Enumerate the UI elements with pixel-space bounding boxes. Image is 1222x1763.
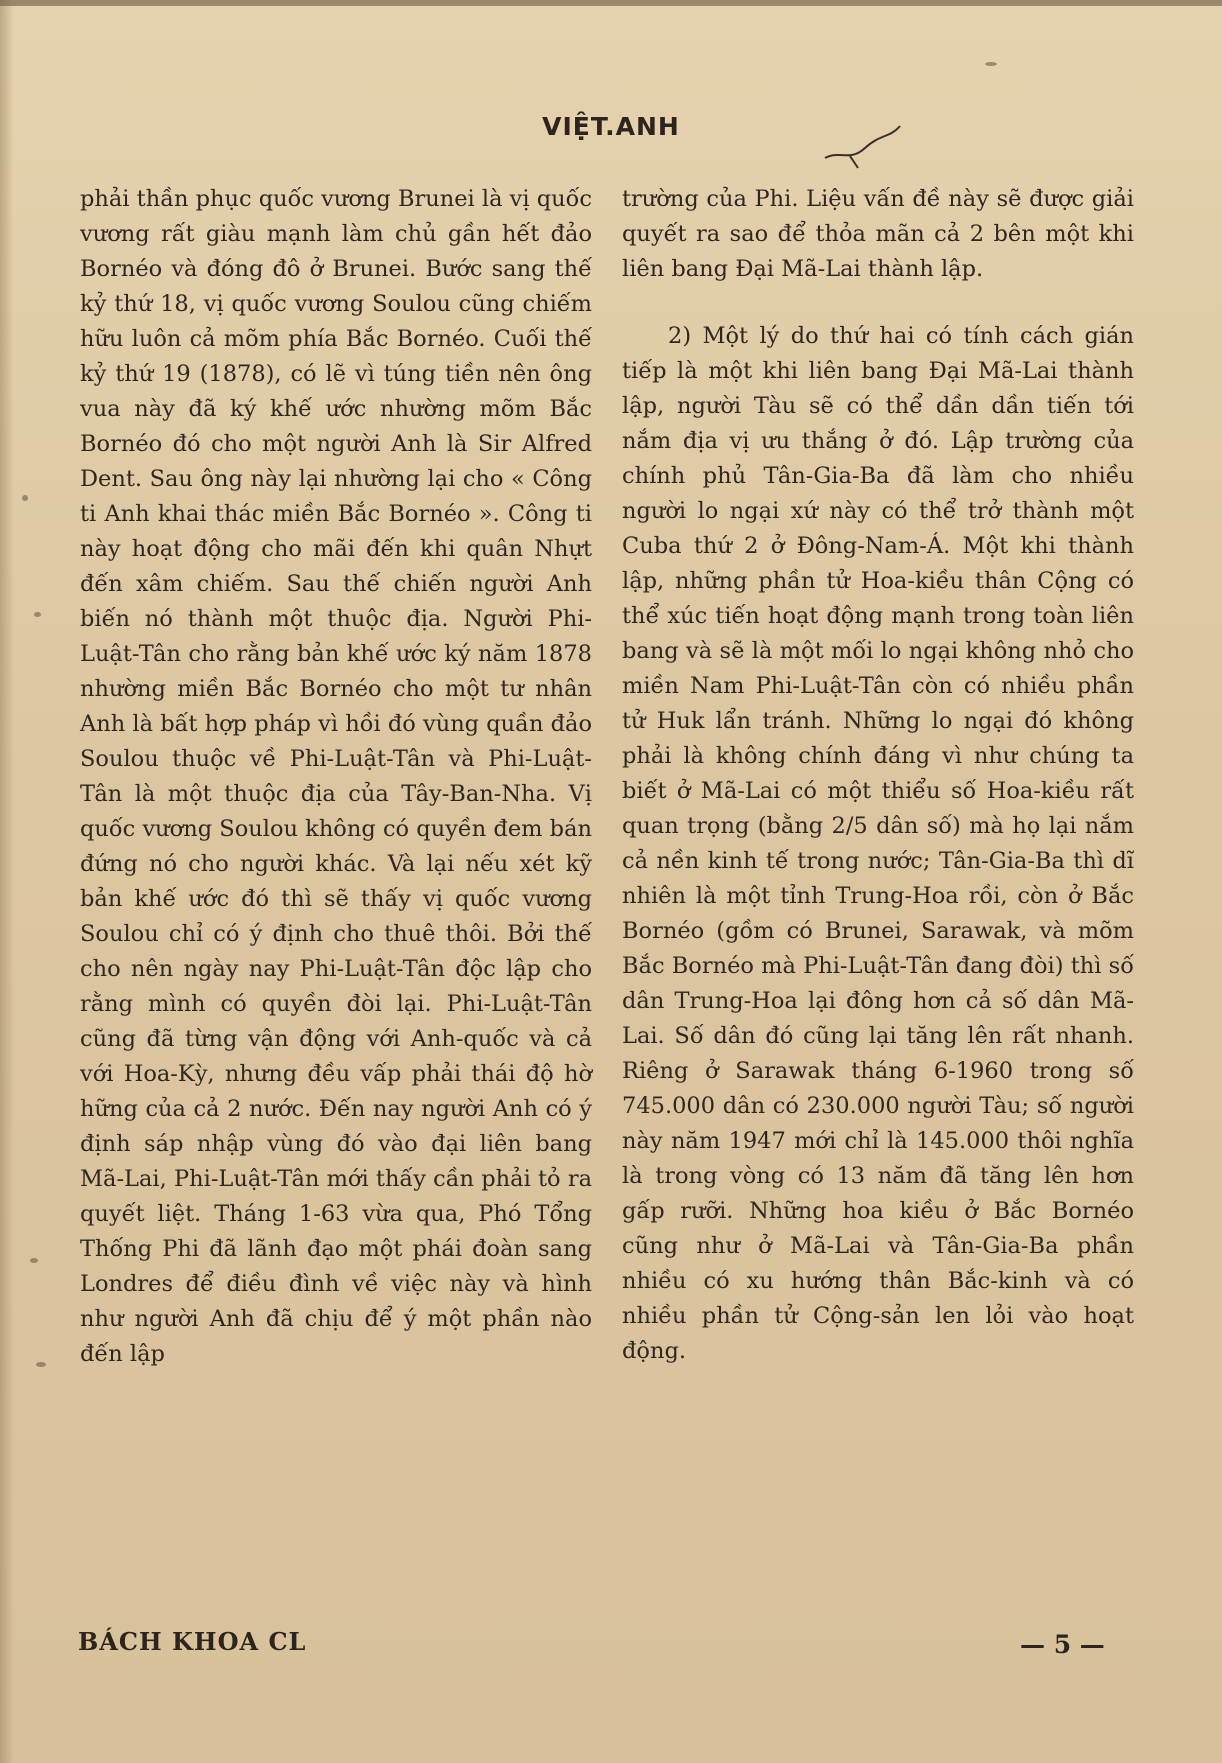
right-paragraph-1: trường của Phi. Liệu vấn đề này sẽ được giải quyết ra sao để thỏa mãn cả 2 bên một khi liên bang Đại Mã-Lai thành lập. <box>622 186 1134 282</box>
publication-name: BÁCH KHOA CL <box>78 1627 307 1656</box>
paper-speck <box>30 1258 38 1263</box>
left-column <box>80 182 592 1372</box>
page-number: — 5 — <box>1020 1630 1105 1659</box>
paper-speck <box>985 62 997 66</box>
right-column <box>622 182 1134 1369</box>
paper-speck <box>34 612 41 617</box>
pen-mark <box>820 120 910 175</box>
left-paragraph-1: phải thần phục quốc vương Brunei là vị quốc vương rất giàu mạnh làm chủ gần hết đảo Bornéo và đóng đô ở Brunei. Bước sang thế kỷ thứ 18, vị quốc vương Soulou cũng chiếm hữu luôn cả mõm phía Bắc Bornéo. Cuối thế kỷ thứ 19 (1878), có lẽ vì túng tiền nên ông vua này đã ký khế ước nhường mõm Bắc Bornéo đó cho một người Anh là Sir Alfred Dent. Sau ông này lại nhường lại cho « Công ti Anh khai thác miền Bắc Bornéo ». Công ti này hoạt động cho mãi đến khi quân Nhựt đến xâm chiếm. Sau thế chiến người Anh biến nó thành một thuộc địa. Người Phi-Luật-Tân cho rằng bản khế ước ký năm 1878 nhường miền Bắc Bornéo cho một tư nhân Anh là bất hợp pháp vì hồi đó vùng quần đảo Soulou thuộc về Phi-Luật-Tân và Phi-Luật-Tân là một thuộc địa của Tây-Ban-Nha. Vị quốc vương Soulou không có quyền đem bán đứng nó cho người khác. Và lại nếu xét kỹ bản khế ước đó thì sẽ thấy vị quốc vương Soulou chỉ có ý định cho thuê thôi. Bởi thế cho nên ngày nay Phi-Luật-Tân độc lập cho rằng mình có quyền đòi lại. Phi-Luật-Tân cũng đã từng vận động với Anh-quốc và cả với Hoa-Kỳ, nhưng đều vấp phải thái độ hờ hững của cả 2 nước. Đến nay người Anh có ý định sáp nhập vùng đó vào đại liên bang Mã-Lai, Phi-Luật-Tân mới thấy cần phải tỏ ra quyết liệt. Tháng 1-63 vừa qua, Phó Tổng Thống Phi đã lãnh đạo một phái đoàn sang Londres để điều đình về việc này và hình như người Anh đã chịu để ý một phần nào đến lập <box>80 186 592 1367</box>
running-header: VIỆT.ANH <box>542 112 680 141</box>
paper-speck <box>22 495 28 501</box>
right-paragraph-2: 2) Một lý do thứ hai có tính cách gián tiếp là một khi liên bang Đại Mã-Lai thành lập, người Tàu sẽ có thể dần dần tiến tới nắm địa vị ưu thắng ở đó. Lập trường của chính phủ Tân-Gia-Ba đã làm cho nhiều người lo ngại xứ này có thể trở thành một Cuba thứ 2 ở Đông-Nam-Á. Một khi thành lập, những phần tử Hoa-kiều thân Cộng có thể xúc tiến hoạt động mạnh trong toàn liên bang và sẽ là một mối lo ngại không nhỏ cho miền Nam Phi-Luật-Tân còn có nhiều phần tử Huk lẩn tránh. Những lo ngại đó không phải là không chính đáng vì như chúng ta biết ở Mã-Lai có một thiểu số Hoa-kiều rất quan trọng (bằng 2/5 dân số) mà họ lại nắm cả nền kinh tế trong nước; Tân-Gia-Ba thì dĩ nhiên là một tỉnh Trung-Hoa rồi, còn ở Bắc Bornéo (gồm có Brunei, Sarawak, và mõm Bắc Bornéo mà Phi-Luật-Tân đang đòi) thì số dân Trung-Hoa lại đông hơn cả số dân Mã-Lai. Số dân đó cũng lại tăng lên rất nhanh. Riêng ở Sarawak tháng 6-1960 trong số 745.000 dân có 230.000 người Tàu; số người này năm 1947 mới chỉ là 145.000 thôi nghĩa là trong vòng có 13 năm đã tăng lên hơn gấp rưỡi. Những hoa kiều ở Bắc Bornéo cũng như ở Mã-Lai và Tân-Gia-Ba phần nhiều có xu hướng thân Bắc-kinh và có nhiều phần tử Cộng-sản len lỏi vào hoạt động. <box>622 323 1134 1364</box>
paper-speck <box>36 1362 46 1367</box>
